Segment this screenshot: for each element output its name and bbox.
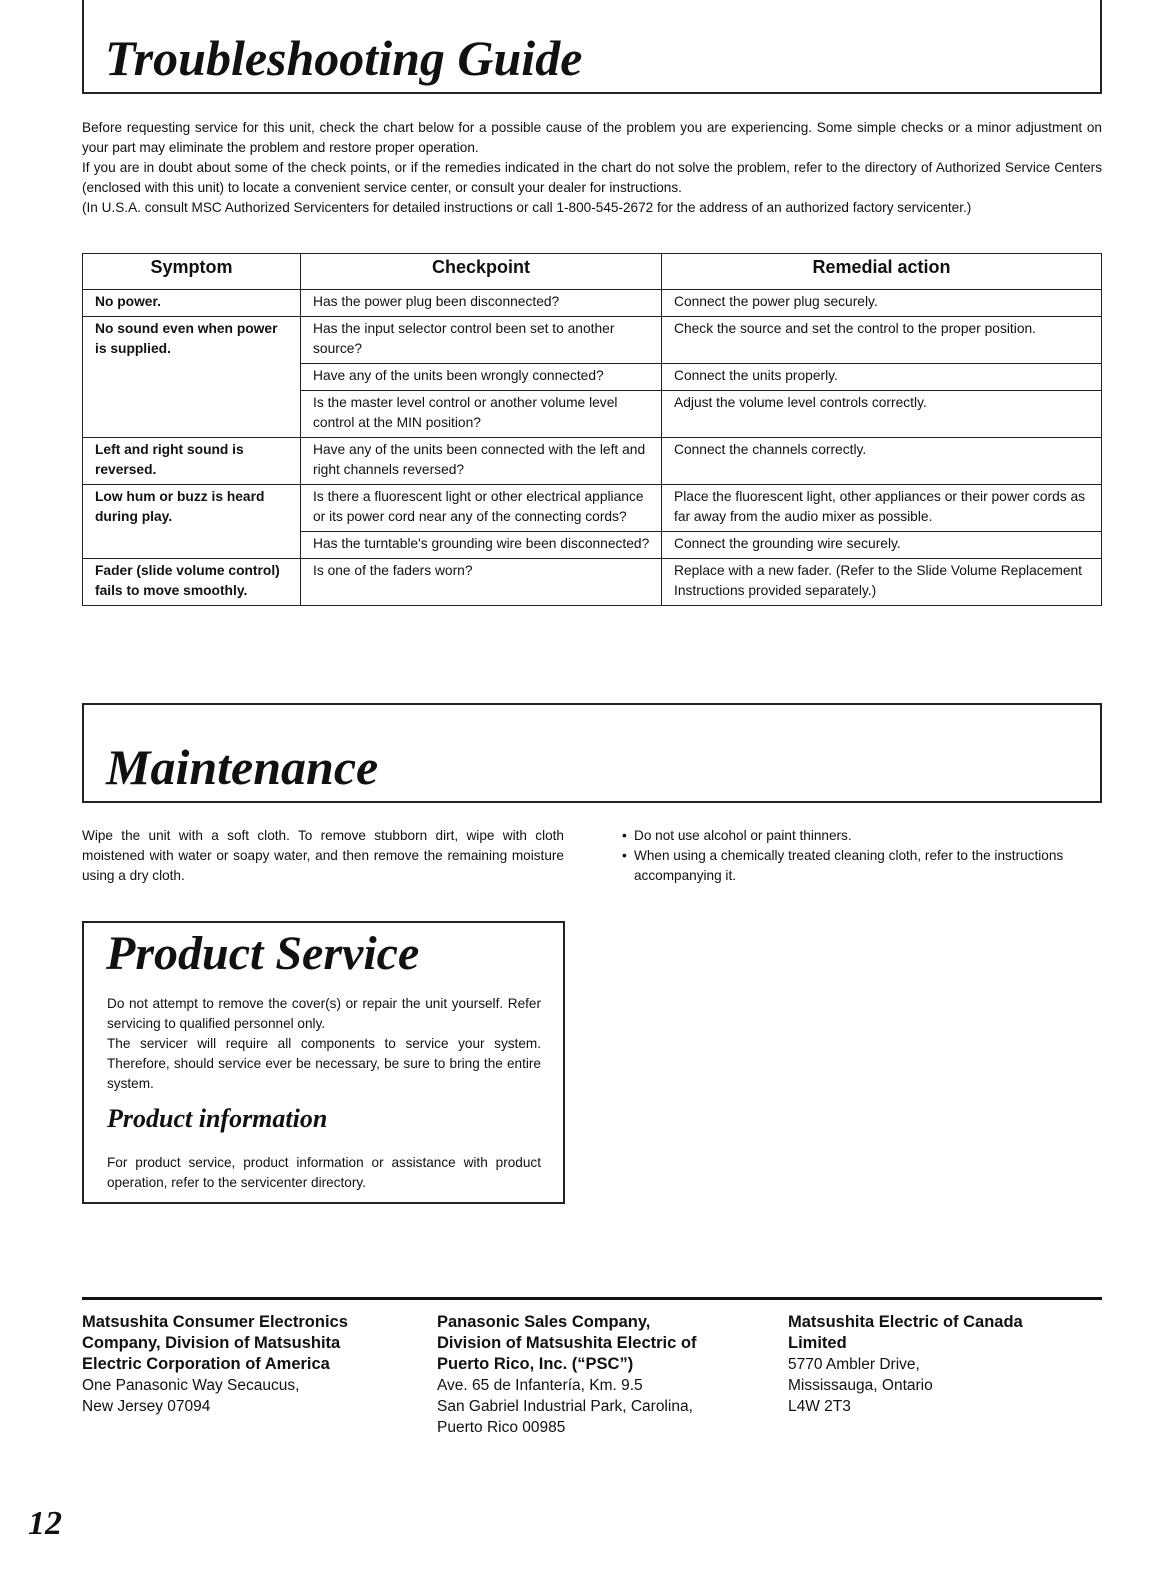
address-line: San Gabriel Industrial Park, Carolina, bbox=[437, 1398, 693, 1415]
company-name-line: Panasonic Sales Company, bbox=[437, 1313, 651, 1331]
remedy-cell: Place the fluorescent light, other appliances or their power cords as far away from the audio mixer as possible. bbox=[662, 485, 1102, 532]
maintenance-text: Wipe the unit with a soft cloth. To remove stubborn dirt, wipe with cloth moistened with water or soapy water, and then remove the remaining moisture using a dry cloth. bbox=[82, 828, 564, 883]
symptom-cell: Left and right sound is reversed. bbox=[83, 438, 301, 485]
address-block-puerto-rico bbox=[437, 1312, 696, 1438]
list-item bbox=[622, 846, 1102, 886]
product-service-paragraph: Do not attempt to remove the cover(s) or repair the unit yourself. Refer servicing to qualified personnel only. bbox=[107, 996, 541, 1031]
table-row bbox=[83, 317, 1102, 364]
symptom-cell: Low hum or buzz is heard during play. bbox=[83, 485, 301, 559]
header-symptom: Symptom bbox=[83, 254, 301, 290]
maintenance-bullets bbox=[622, 826, 1102, 886]
company-name-line: Puerto Rico, Inc. (“PSC”) bbox=[437, 1355, 634, 1373]
checkpoint-cell: Have any of the units been connected with the left and right channels reversed? bbox=[301, 438, 662, 485]
bullet-icon: • bbox=[622, 848, 627, 863]
product-information-text: For product service, product information or assistance with product operation, refer to the servicenter directory. bbox=[107, 1155, 541, 1190]
product-service-text bbox=[107, 994, 541, 1094]
address-line: Ave. 65 de Infantería, Km. 9.5 bbox=[437, 1377, 643, 1394]
remedy-cell: Connect the grounding wire securely. bbox=[662, 532, 1102, 559]
checkpoint-cell: Is there a fluorescent light or other electrical appliance or its power cord near any of the connecting cords? bbox=[301, 485, 662, 532]
bullet-text: Do not use alcohol or paint thinners. bbox=[634, 828, 852, 843]
checkpoint-cell: Has the power plug been disconnected? bbox=[301, 290, 662, 317]
remedy-cell: Replace with a new fader. (Refer to the Slide Volume Replacement Instructions provided separately.) bbox=[662, 559, 1102, 606]
troubleshooting-intro bbox=[82, 118, 1102, 218]
remedy-cell: Connect the power plug securely. bbox=[662, 290, 1102, 317]
checkpoint-cell: Has the turntable's grounding wire been disconnected? bbox=[301, 532, 662, 559]
troubleshooting-table bbox=[82, 253, 1102, 606]
header-checkpoint: Checkpoint bbox=[301, 254, 662, 290]
table-row bbox=[83, 559, 1102, 606]
intro-paragraph: Before requesting service for this unit, check the chart below for a possible cause of the problem you are experiencing. Some simple checks or a minor adjustment on your part may eliminate the problem and restore proper operation. bbox=[82, 120, 1102, 155]
company-name-line: Electric Corporation of America bbox=[82, 1355, 330, 1373]
checkpoint-cell: Is the master level control or another volume level control at the MIN position? bbox=[301, 391, 662, 438]
remedy-cell: Adjust the volume level controls correctly. bbox=[662, 391, 1102, 438]
table-header-row bbox=[83, 254, 1102, 290]
remedy-cell: Connect the channels correctly. bbox=[662, 438, 1102, 485]
company-name-line: Division of Matsushita Electric of bbox=[437, 1334, 697, 1352]
company-name-line: Company, Division of Matsushita bbox=[82, 1334, 341, 1352]
table-row bbox=[83, 290, 1102, 317]
intro-paragraph: If you are in doubt about some of the check points, or if the remedies indicated in the chart do not solve the problem, refer to the directory of Authorized Service Centers (enclosed with this unit) to locate a convenient service center, or consult your dealer for instructions. bbox=[82, 160, 1102, 195]
address-block-usa bbox=[82, 1312, 348, 1417]
company-name-line: Matsushita Consumer Electronics bbox=[82, 1313, 348, 1331]
address-line: Mississauga, Ontario bbox=[788, 1377, 933, 1394]
symptom-cell: No power. bbox=[83, 290, 301, 317]
symptom-cell: Fader (slide volume control) fails to move smoothly. bbox=[83, 559, 301, 606]
bullet-text: When using a chemically treated cleaning cloth, refer to the instructions accompanying it. bbox=[634, 848, 1064, 883]
page-number: 12 bbox=[28, 1505, 62, 1542]
company-name-line: Limited bbox=[788, 1334, 847, 1352]
checkpoint-cell: Is one of the faders worn? bbox=[301, 559, 662, 606]
product-service-title: Product Service bbox=[106, 927, 420, 980]
table-row bbox=[83, 438, 1102, 485]
address-line: One Panasonic Way Secaucus, bbox=[82, 1377, 300, 1394]
checkpoint-cell: Have any of the units been wrongly connected? bbox=[301, 364, 662, 391]
company-name-line: Matsushita Electric of Canada bbox=[788, 1313, 1023, 1331]
remedy-cell: Check the source and set the control to the proper position. bbox=[662, 317, 1102, 364]
product-service-paragraph: The servicer will require all components to service your system. Therefore, should service ever be necessary, be sure to bring the entire system. bbox=[107, 1036, 541, 1091]
table-row bbox=[83, 485, 1102, 532]
symptom-cell: No sound even when power is supplied. bbox=[83, 317, 301, 438]
address-line: New Jersey 07094 bbox=[82, 1398, 211, 1415]
intro-paragraph: (In U.S.A. consult MSC Authorized Servicenters for detailed instructions or call 1-800-545-2672 for the address of an authorized factory servicenter.) bbox=[82, 200, 972, 215]
bullet-icon: • bbox=[622, 828, 627, 843]
address-line: L4W 2T3 bbox=[788, 1398, 851, 1415]
list-item bbox=[622, 826, 1102, 846]
troubleshooting-title: Troubleshooting Guide bbox=[105, 30, 583, 86]
address-block-canada bbox=[788, 1312, 1023, 1417]
footer-divider bbox=[82, 1297, 1102, 1300]
maintenance-title: Maintenance bbox=[106, 739, 379, 795]
address-line: Puerto Rico 00985 bbox=[437, 1419, 566, 1436]
remedy-cell: Connect the units properly. bbox=[662, 364, 1102, 391]
address-line: 5770 Ambler Drive, bbox=[788, 1356, 920, 1373]
product-information-title: Product information bbox=[107, 1104, 328, 1133]
checkpoint-cell: Has the input selector control been set to another source? bbox=[301, 317, 662, 364]
header-remedial-action: Remedial action bbox=[662, 254, 1102, 290]
